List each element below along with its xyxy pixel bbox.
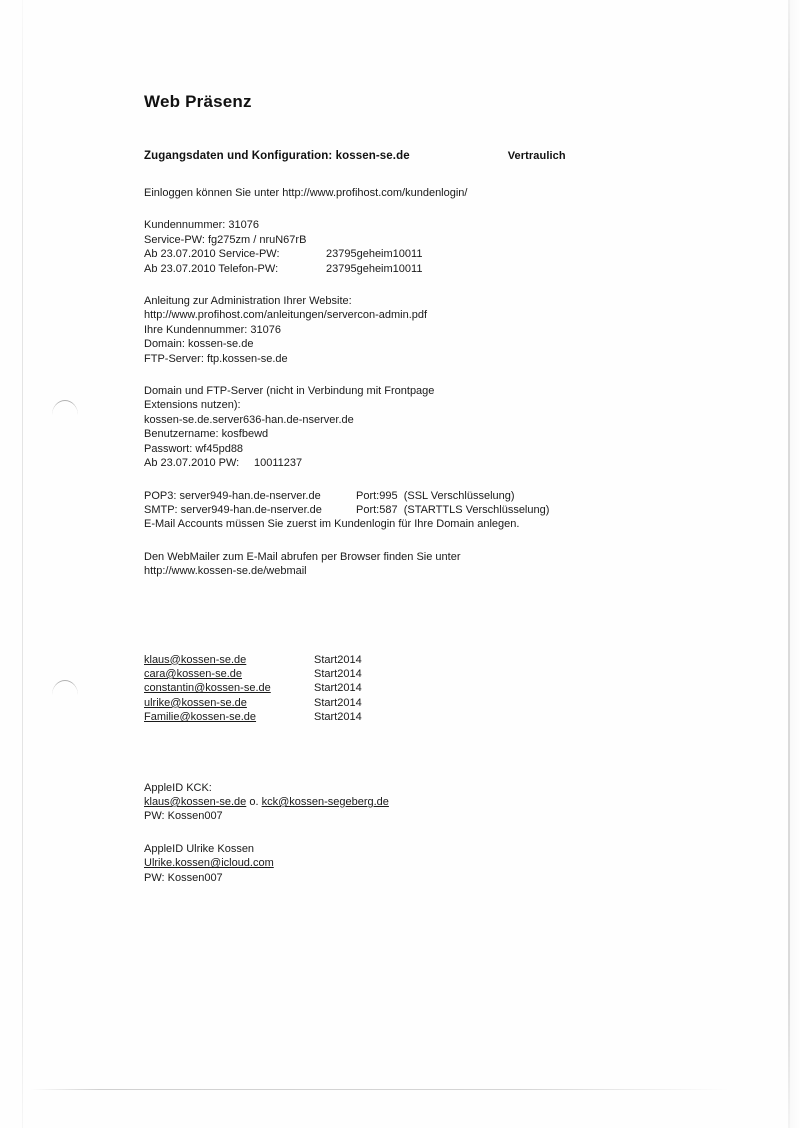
frontpage-server-host: kossen-se.de.server636-han.de-nserver.de <box>144 413 354 426</box>
mail-account-address-text: klaus@kossen-se.de <box>144 653 247 666</box>
apple-id-addresses <box>144 795 704 809</box>
frontpage-intro-line-2: Extensions nutzen): <box>144 399 241 412</box>
mail-account-password: Start2014 <box>314 682 362 695</box>
frontpage-password-dated-value: 10011237 <box>254 457 303 470</box>
confidential-label: Vertraulich <box>507 150 566 162</box>
login-line: Einloggen können Sie unter http://www.profihost.com/kundenlogin/ <box>144 187 468 199</box>
hole-punch-mark-top <box>52 400 78 415</box>
table-row <box>144 696 362 710</box>
phone-password-dated-label: Ab 23.07.2010 Telefon-PW: <box>144 262 279 275</box>
mail-account-password: Start2014 <box>314 667 362 680</box>
webmail-intro: Den WebMailer zum E-Mail abrufen per Browser finden Sie unter <box>144 550 461 563</box>
pop3-port: Port:995 (SSL Verschlüsselung) <box>356 489 515 502</box>
phone-password-dated <box>144 262 704 276</box>
hole-punch-mark-bottom <box>52 680 78 695</box>
frontpage-password-dated <box>144 456 704 470</box>
administration-block <box>144 294 704 366</box>
apple-id-heading: AppleID Ulrike Kossen <box>144 842 255 855</box>
frontpage-intro-line-1: Domain und FTP-Server (nicht in Verbindung mit Frontpage <box>144 385 435 398</box>
page-left-edge <box>22 0 23 1128</box>
apple-id-address-primary: klaus@kossen-se.de <box>144 795 247 808</box>
apple-id-address-separator: o. <box>246 795 262 808</box>
table-row <box>144 681 362 695</box>
frontpage-password-dated-label: Ab 23.07.2010 PW: <box>144 457 240 470</box>
mail-accounts-table <box>144 653 362 725</box>
apple-id-block-1 <box>144 781 704 824</box>
subheading-row <box>144 150 704 162</box>
subheading: Zugangsdaten und Konfiguration: kossen-se.de <box>144 150 410 162</box>
service-password: Service-PW: fg275zm / nruN67rB <box>144 233 307 246</box>
apple-id-heading: AppleID KCK: <box>144 781 212 794</box>
page-bottom-edge <box>30 1089 730 1090</box>
page-title: Web Präsenz <box>144 92 252 111</box>
apple-id-password: PW: Kossen007 <box>144 871 223 884</box>
apple-id-address-secondary: kck@kossen-segeberg.de <box>261 795 389 808</box>
frontpage-password: Passwort: wf45pd88 <box>144 442 244 455</box>
webmail-block <box>144 550 704 579</box>
mailserver-block <box>144 489 704 532</box>
page-right-shadow <box>790 0 800 1128</box>
apple-id-address-primary: Ulrike.kossen@icloud.com <box>144 857 274 870</box>
mail-account-address <box>144 667 314 681</box>
mail-account-address-text: ulrike@kossen-se.de <box>144 696 247 709</box>
table-row <box>144 667 362 681</box>
spacer-between-apple-ids <box>144 824 704 842</box>
mail-account-password: Start2014 <box>314 711 362 724</box>
table-row <box>144 710 362 724</box>
administration-customer-number: Ihre Kundennummer: 31076 <box>144 323 281 336</box>
smtp-row <box>144 503 704 517</box>
apple-id-password: PW: Kossen007 <box>144 810 223 823</box>
mail-account-address <box>144 710 314 724</box>
mail-accounts-note: E-Mail Accounts müssen Sie zuerst im Kundenlogin für Ihre Domain anlegen. <box>144 518 520 531</box>
frontpage-username: Benutzername: kosfbewd <box>144 428 269 441</box>
apple-id-block-2 <box>144 842 704 885</box>
mail-account-address-text: cara@kossen-se.de <box>144 667 242 680</box>
account-block <box>144 218 704 276</box>
administration-intro: Anleitung zur Administration Ihrer Website: <box>144 295 352 308</box>
mail-account-address-text: Familie@kossen-se.de <box>144 711 257 724</box>
administration-ftp-server: FTP-Server: ftp.kossen-se.de <box>144 352 288 365</box>
customer-number: Kundennummer: 31076 <box>144 219 259 232</box>
pop3-row <box>144 489 704 503</box>
spacer-before-mail-accounts <box>144 597 704 653</box>
webmail-url: http://www.kossen-se.de/webmail <box>144 565 307 578</box>
frontpage-block <box>144 384 704 470</box>
spacer-before-apple-ids <box>144 725 704 781</box>
mail-account-address <box>144 653 314 667</box>
pop3-label: POP3: server949-han.de-nserver.de <box>144 489 321 502</box>
service-password-dated-label: Ab 23.07.2010 Service-PW: <box>144 248 280 261</box>
mail-account-password: Start2014 <box>314 696 362 709</box>
table-row <box>144 653 362 667</box>
mail-account-address <box>144 696 314 710</box>
apple-id-addresses <box>144 856 704 870</box>
smtp-label: SMTP: server949-han.de-nserver.de <box>144 503 322 516</box>
smtp-port: Port:587 (STARTTLS Verschlüsselung) <box>356 503 550 516</box>
administration-domain: Domain: kossen-se.de <box>144 338 254 351</box>
mail-account-password: Start2014 <box>314 653 362 666</box>
service-password-dated-value: 23795geheim10011 <box>326 248 423 261</box>
document-body <box>144 92 704 885</box>
administration-manual-url: http://www.profihost.com/anleitungen/servercon-admin.pdf <box>144 309 428 322</box>
service-password-dated <box>144 247 704 261</box>
mail-account-address-text: constantin@kossen-se.de <box>144 682 271 695</box>
mail-account-address <box>144 681 314 695</box>
phone-password-dated-value: 23795geheim10011 <box>326 262 423 275</box>
